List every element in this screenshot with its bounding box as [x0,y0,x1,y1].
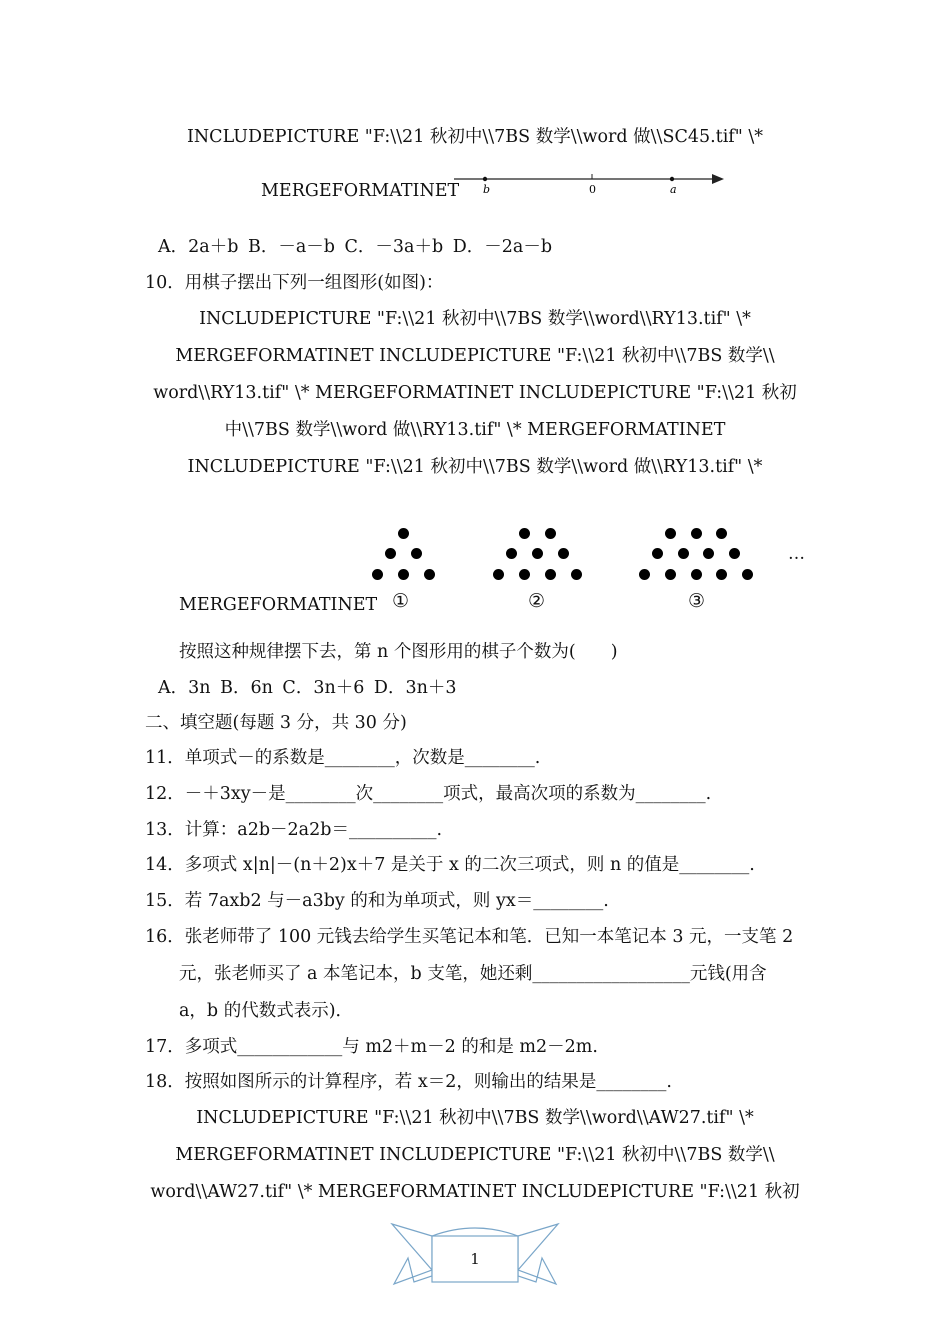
figure-ellipsis: … [788,544,805,564]
q10-include-line-3: word\\RY13.tif" \* MERGEFORMATINET INCLUDEPICTURE "F:\\21 秋初 [153,383,797,403]
q10-stem: 10．用棋子摆出下列一组图形(如图)： [145,273,444,293]
figure-2-label: ② [528,590,546,612]
label-a: a [670,183,677,196]
section-2-title: 二、填空题(每题 3 分，共 30 分) [145,713,407,733]
q10-include-line-2: MERGEFORMATINET INCLUDEPICTURE "F:\\21 秋初中\\7BS 数学\\ [175,346,775,366]
page-footer [390,1218,560,1290]
q10-include-line-1: INCLUDEPICTURE "F:\\21 秋初中\\7BS 数学\\word\\RY13.tif" \* [199,309,751,329]
q11: 11．单项式－的系数是________，次数是________. [145,748,541,768]
number-line-arrow [712,174,724,184]
q10-include-line-5: INCLUDEPICTURE "F:\\21 秋初中\\7BS 数学\\word 做\\RY13.tif" \* [187,457,763,477]
q14: 14．多项式 x|n|－(n＋2)x＋7 是关于 x 的二次三项式，则 n 的值是________. [145,855,755,875]
point-a [670,177,674,181]
q16-line-2: 元，张老师买了 a 本笔记本，b 支笔，她还剩__________________元钱(用含 [179,964,767,984]
q10-question: 按照这种规律摆下去，第 n 个图形用的棋子个数为( ) [179,642,618,662]
q18-include-line-2: MERGEFORMATINET INCLUDEPICTURE "F:\\21 秋初中\\7BS 数学\\ [175,1145,775,1165]
q13: 13．计算：a2b－2a2b＝__________. [145,820,443,840]
label-b: b [483,183,491,196]
q16-line-3: a，b 的代数式表示)． [179,1001,354,1021]
label-0: 0 [589,183,596,196]
q9-merge-text: MERGEFORMATINET [261,181,460,201]
figure-3-label: ③ [688,590,706,612]
q18-include-line-1: INCLUDEPICTURE "F:\\21 秋初中\\7BS 数学\\word\\AW27.tif" \* [196,1108,754,1128]
q18: 18．按照如图所示的计算程序，若 x＝2，则输出的结果是________. [145,1072,672,1092]
q12: 12．－＋3xy－是________次________项式，最高次项的系数为________. [145,784,712,804]
point-b [483,177,487,181]
q10-merge-text: MERGEFORMATINET [179,595,378,615]
q17: 17．多项式____________与 m2＋m－2 的和是 m2－2m. [145,1037,598,1057]
q9-options: A．2a＋b B．－a－b C．－3a＋b D．－2a－b [158,237,553,257]
q18-include-line-3: word\\AW27.tif" \* MERGEFORMATINET INCLUDEPICTURE "F:\\21 秋初 [150,1182,800,1202]
page-number: 1 [470,1250,480,1268]
q15: 15．若 7axb2 与－a3by 的和为单项式，则 yx＝________. [145,891,609,911]
q9-include-text: INCLUDEPICTURE "F:\\21 秋初中\\7BS 数学\\word 做\\SC45.tif" \* [186,127,764,147]
number-line [452,168,727,198]
q10-include-line-4: 中\\7BS 数学\\word 做\\RY13.tif" \* MERGEFORMATINET [224,420,726,440]
figure-1-label: ① [392,590,410,612]
q16-line-1: 16．张老师带了 100 元钱去给学生买笔记本和笔．已知一本笔记本 3 元，一支笔 2 [145,927,794,947]
q10-options: A．3n B．6n C．3n＋6 D．3n＋3 [158,678,457,698]
